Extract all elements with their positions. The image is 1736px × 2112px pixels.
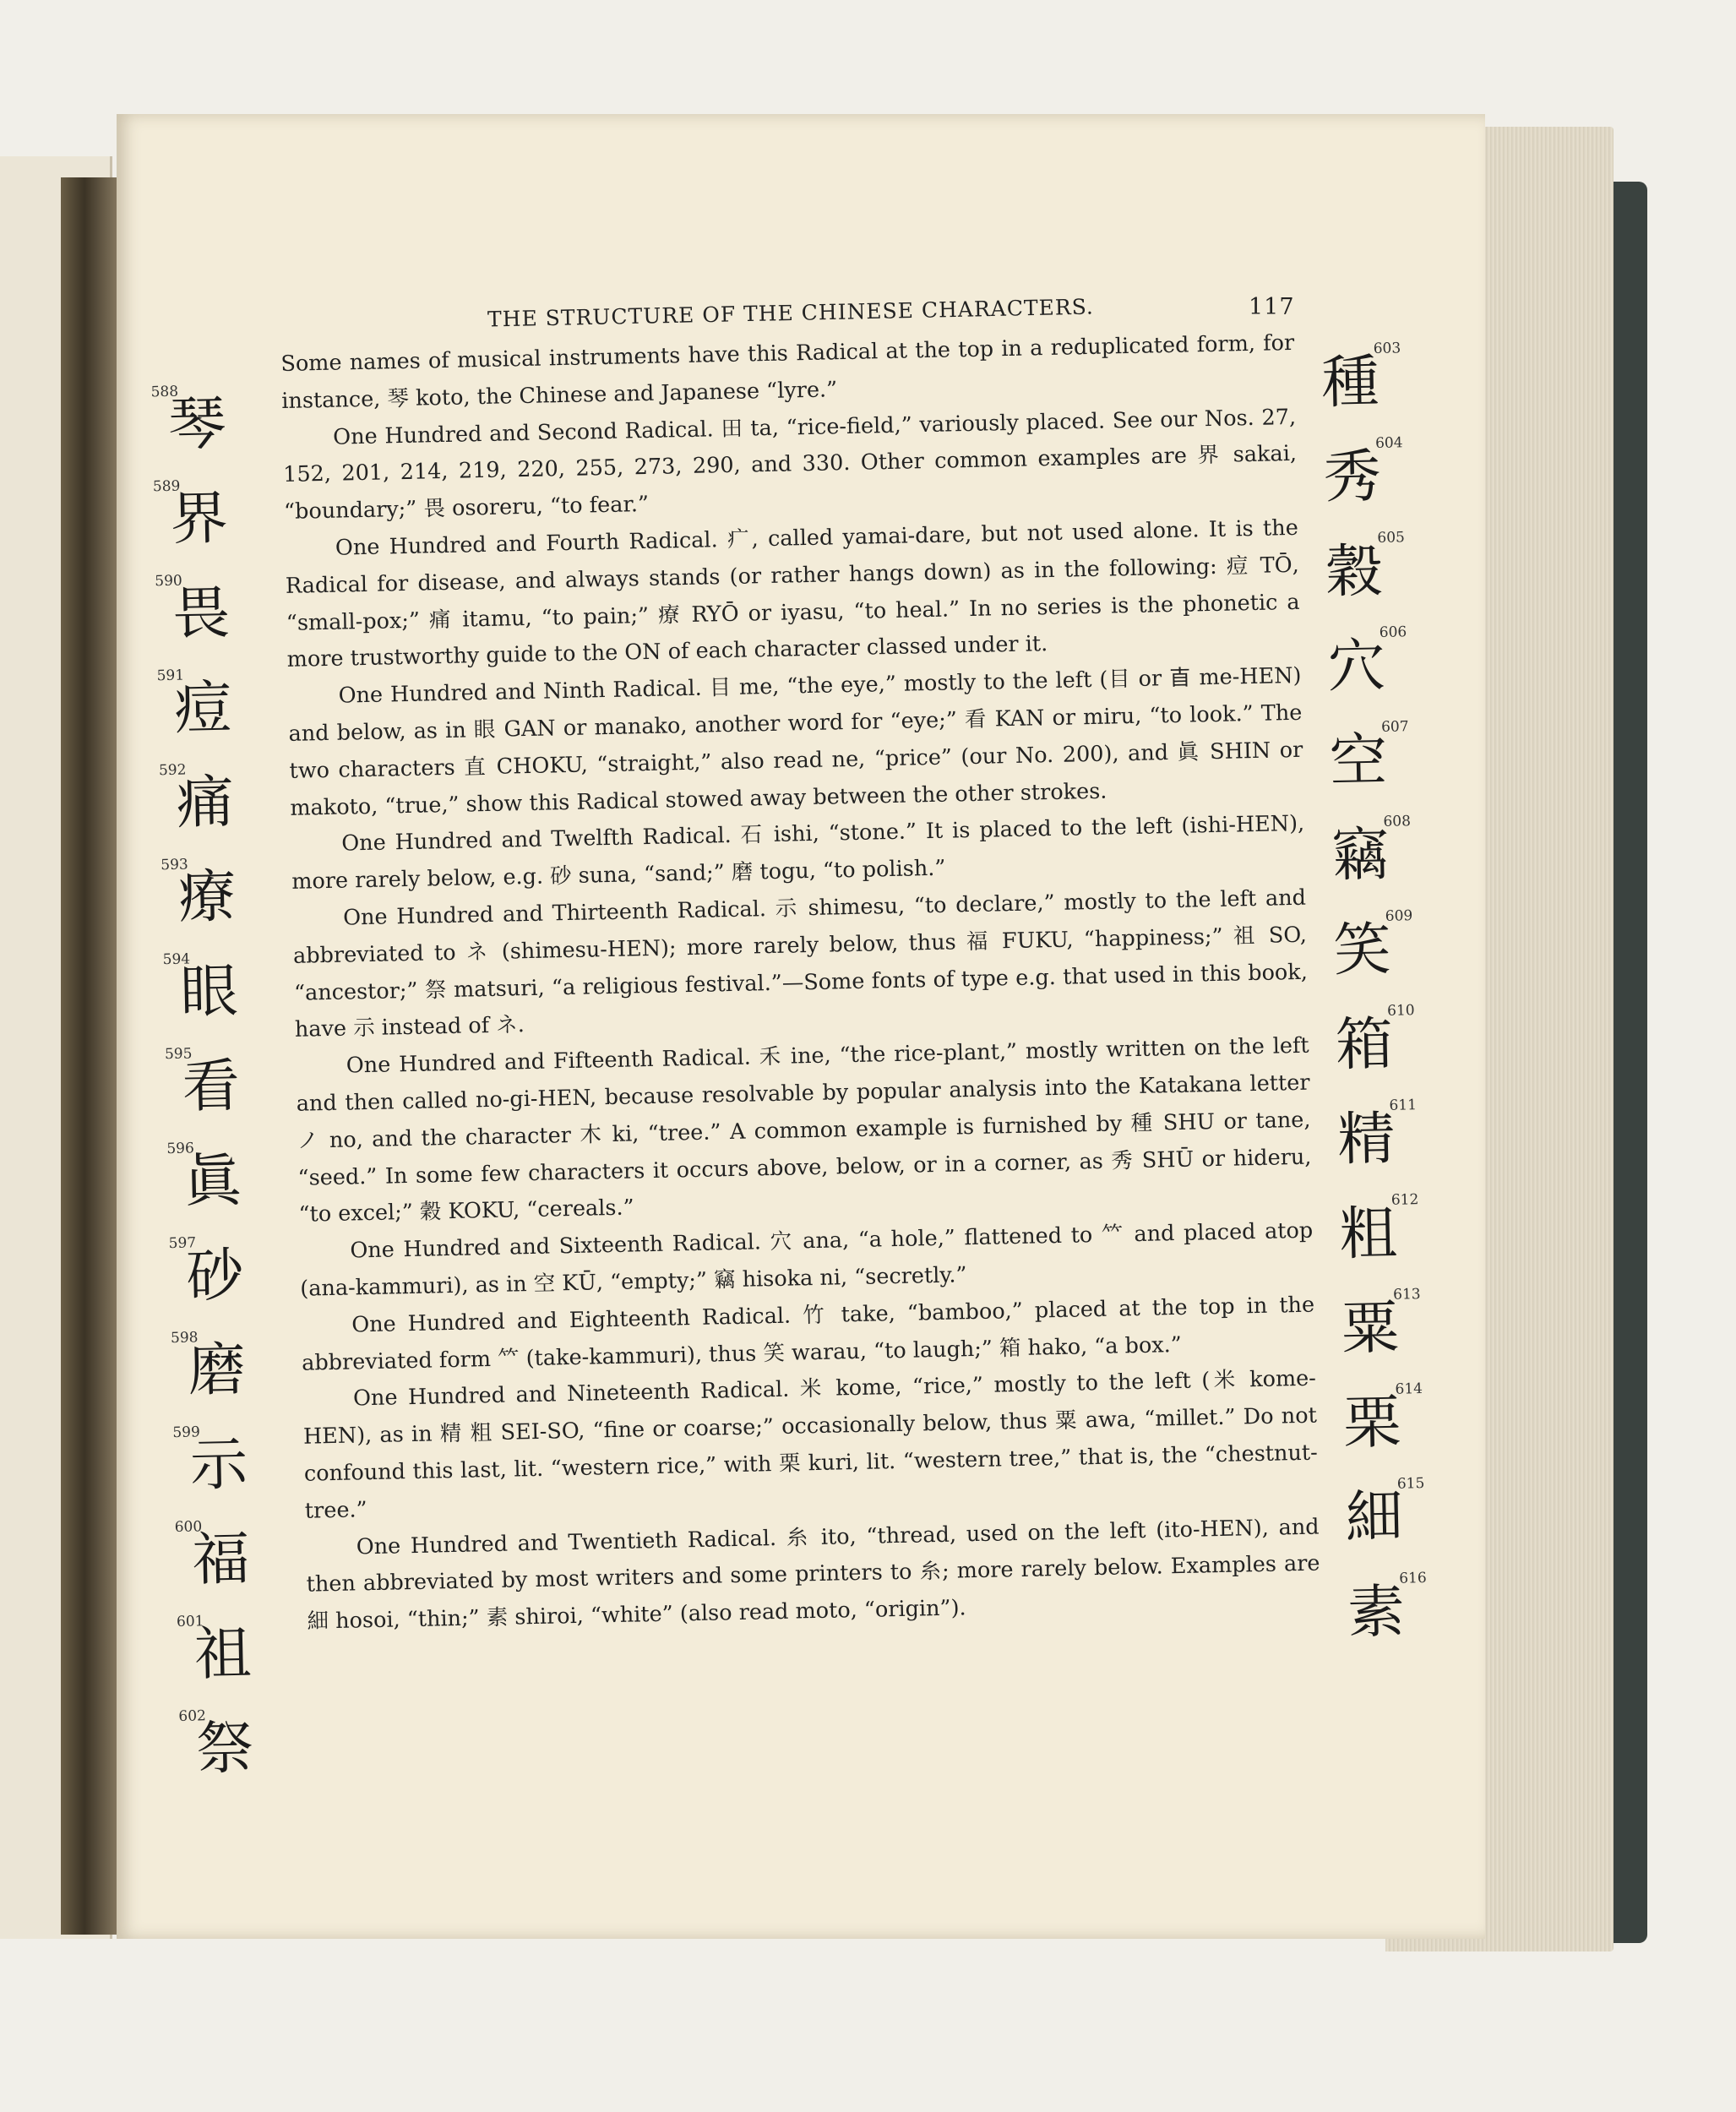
- entry-number: 597: [168, 1234, 197, 1253]
- margin-entry: [1329, 720, 1423, 816]
- margin-entry: [153, 478, 248, 574]
- margin-entry: [1336, 1098, 1431, 1195]
- margin-entry: [155, 573, 249, 669]
- paragraph-radical-104: One Hundred and Fourth Radical. 疒, called yamai-dare, but not used alone. It is the Radical for disease, and always stands (or rather hangs down) as in the following: 痘 TŌ, “small-pox;” 痛 itamu, “to pain;” 療 RYŌ or iyasu, “to heal.” In no series is the phonetic a more trustworthy guide to the ON of each character classed under it.: [285, 514, 1300, 673]
- entry-character: 療: [177, 863, 237, 932]
- entry-number: 615: [1396, 1475, 1425, 1493]
- margin-entry: [1333, 909, 1428, 1005]
- paragraph-radical-112: One Hundred and Twelfth Radical. 石 ishi, “stone.” It is placed to the left (ishi-HEN), more rarely below, e.g. 砂 suna, “sand;” 磨 togu, “to polish.”: [291, 811, 1305, 895]
- margin-entry: [177, 1614, 271, 1710]
- paragraph-radical-118: One Hundred and Eighteenth Radical. 竹 take, “bamboo,” placed at the top in the abbreviated form 𥫗 (take-kammuri), thus 笑 warau, “to laugh;” 箱 hako, “a box.”: [301, 1292, 1315, 1376]
- margin-entry: [161, 857, 255, 953]
- entry-character: 祖: [193, 1620, 253, 1689]
- margin-entry: [1327, 625, 1422, 721]
- entry-number: 608: [1383, 813, 1412, 830]
- entry-character: 笑: [1332, 916, 1392, 985]
- entry-character: 祭: [195, 1715, 255, 1783]
- paragraph-radical-116: One Hundred and Sixteenth Radical. 穴 ana, “a hole,” flattened to 𥫗 and placed atop (ana-kammuri), as in 空 KŪ, “empty;” 竊 hisoka ni, “secretly.”: [300, 1217, 1314, 1302]
- margin-entry: [162, 951, 257, 1048]
- entry-character: 秀: [1323, 443, 1382, 512]
- entry-number: 613: [1392, 1286, 1421, 1304]
- entry-number: 590: [155, 572, 182, 591]
- entry-character: 看: [182, 1053, 241, 1121]
- margin-entry: [1342, 1382, 1437, 1478]
- entry-character: 空: [1329, 727, 1388, 796]
- entry-number: 605: [1377, 529, 1406, 547]
- entry-number: 591: [156, 667, 185, 685]
- margin-entry: [169, 1235, 264, 1331]
- entry-number: 610: [1386, 1002, 1415, 1020]
- entry-character: 痛: [175, 769, 235, 837]
- entry-number: 616: [1399, 1570, 1427, 1587]
- paragraph-radical-109: One Hundred and Ninth Radical. 目 me, “the eye,” mostly to the left (目 or 𥃭 me-HEN) and below, as in 眼 GAN or manako, another word for “eye;” 看 KAN or miru, “to look.” The two characters 直 CHOKU, “straight,” also read ne, “price” (our No. 200), and 眞 SHIN or makoto, “true,” show this Radical stowed away between the other strokes.: [288, 662, 1303, 821]
- running-title: THE STRUCTURE OF THE CHINESE CHARACTERS.: [487, 294, 1095, 332]
- entry-character: 穴: [1326, 632, 1386, 701]
- paragraph-musical-instruments: Some names of musical instruments have this Radical at the top in a reduplicated form, for instance, 琴 koto, the Chinese and Japanese “lyre.”: [280, 329, 1295, 414]
- entry-character: 界: [169, 485, 229, 553]
- margin-entry: [175, 1519, 269, 1615]
- entry-character: 福: [191, 1526, 251, 1594]
- margin-entry: [156, 667, 251, 764]
- entry-number: 607: [1380, 718, 1409, 736]
- margin-entry: [1345, 1477, 1439, 1573]
- entry-character: 栗: [1342, 1389, 1402, 1458]
- margin-entry: [172, 1424, 267, 1521]
- entry-character: 畏: [171, 580, 231, 648]
- margin-entry: [1339, 1193, 1434, 1289]
- margin-entry: [166, 1140, 261, 1237]
- page-number: 117: [1249, 294, 1295, 320]
- entry-character: 粟: [1341, 1294, 1400, 1364]
- entry-number: 595: [164, 1045, 193, 1064]
- entry-character: 粗: [1338, 1200, 1398, 1269]
- entry-number: 594: [162, 950, 191, 969]
- entry-character: 眞: [183, 1147, 243, 1216]
- entry-character: 竊: [1331, 821, 1390, 890]
- entry-character: 痘: [173, 674, 233, 743]
- entry-character: 砂: [185, 1242, 245, 1310]
- entry-number: 592: [158, 761, 187, 780]
- paragraph-radical-113: One Hundred and Thirteenth Radical. 示 shimesu, “to declare,” mostly to the left and abbreviated to ネ (shimesu-HEN); more rarely below, thus 福 FUKU, “happiness;” 祖 SO, “ancestor;” 祭 matsuri, “a religious festival.”—Some fonts of type e.g. that used in this book, have 示 instead of ネ.: [292, 885, 1309, 1043]
- entry-number: 600: [174, 1518, 203, 1537]
- entry-character: 眼: [179, 958, 239, 1026]
- paragraph-radical-119: One Hundred and Nineteenth Radical. 米 kome, “rice,” mostly to the left (米 kome-HEN), as in 精 粗 SEI-SO, “fine or coarse;” occasionally below, thus 粟 awa, “millet.” Do not confound this last, lit. “western rice,” with 栗 kuri, lit. “western tree,” that is, the “chestnut-tree.”: [302, 1365, 1319, 1524]
- book-gutter: [61, 177, 120, 1935]
- entry-number: 601: [176, 1613, 204, 1631]
- entry-number: 611: [1389, 1097, 1418, 1114]
- entry-character: 琴: [167, 390, 227, 459]
- margin-entry: [1321, 341, 1416, 438]
- margin-entry: [150, 384, 245, 480]
- margin-entry: [1347, 1571, 1441, 1668]
- paragraph-radical-115: One Hundred and Fifteenth Radical. 禾 ine, “the rice-plant,” mostly written on the left and then called no-gi-HEN, because resolvable by popular analysis into the Katakana letter ノ no, and the character 木 ki, “tree.” A common example is furnished by 種 SHU or tane, “seed.” In some few characters it occurs above, below, or in a corner, as 秀 SHŪ or hideru, “to excel;” 穀 KOKU, “cereals.”: [296, 1032, 1312, 1228]
- margin-entry: [1325, 531, 1419, 627]
- entry-character: 箱: [1335, 1010, 1394, 1080]
- entry-number: 609: [1385, 907, 1413, 925]
- margin-entry: [1335, 1004, 1429, 1100]
- entry-number: 604: [1374, 434, 1403, 452]
- entry-number: 612: [1390, 1191, 1419, 1209]
- entry-number: 614: [1395, 1380, 1423, 1398]
- entry-number: 593: [161, 856, 188, 874]
- entry-number: 602: [178, 1707, 207, 1725]
- entry-character: 素: [1347, 1578, 1406, 1647]
- body-text: [280, 325, 1321, 1641]
- entry-number: 606: [1379, 623, 1407, 641]
- margin-entry: [171, 1330, 265, 1426]
- entry-character: 精: [1336, 1105, 1396, 1174]
- margin-entry: [178, 1708, 273, 1804]
- entry-number: 589: [152, 477, 181, 496]
- entry-number: 588: [150, 383, 179, 401]
- entry-character: 細: [1344, 1483, 1404, 1553]
- margin-entry: [1323, 436, 1418, 532]
- entry-number: 598: [170, 1329, 199, 1347]
- entry-character: 示: [189, 1431, 249, 1500]
- entry-number: 596: [166, 1140, 195, 1158]
- margin-entry: [1341, 1287, 1435, 1384]
- margin-entry: [165, 1046, 259, 1142]
- entry-character: 種: [1320, 348, 1380, 417]
- margin-entry: [159, 762, 253, 858]
- paragraph-radical-102: One Hundred and Second Radical. 田 ta, “rice-field,” variously placed. See our Nos. 27, 152, 201, 214, 219, 220, 255, 273, 290, and 330. Other common examples are 界 sakai, “boundary;” 畏 osoreru, “to fear.”: [282, 404, 1298, 525]
- entry-character: 磨: [188, 1336, 247, 1405]
- paragraph-radical-120: One Hundred and Twentieth Radical. 糸 ito, “thread, used on the left (ito-HEN), and then abbreviated by most writers and some printers to 糸; more rarely below. Examples are 細 hosoi, “thin;” 素 shiroi, “white” (also read moto, “origin”).: [306, 1514, 1320, 1635]
- entry-character: 穀: [1325, 537, 1385, 607]
- margin-entry: [1331, 814, 1425, 911]
- entry-number: 603: [1373, 340, 1401, 358]
- entry-number: 599: [172, 1423, 201, 1442]
